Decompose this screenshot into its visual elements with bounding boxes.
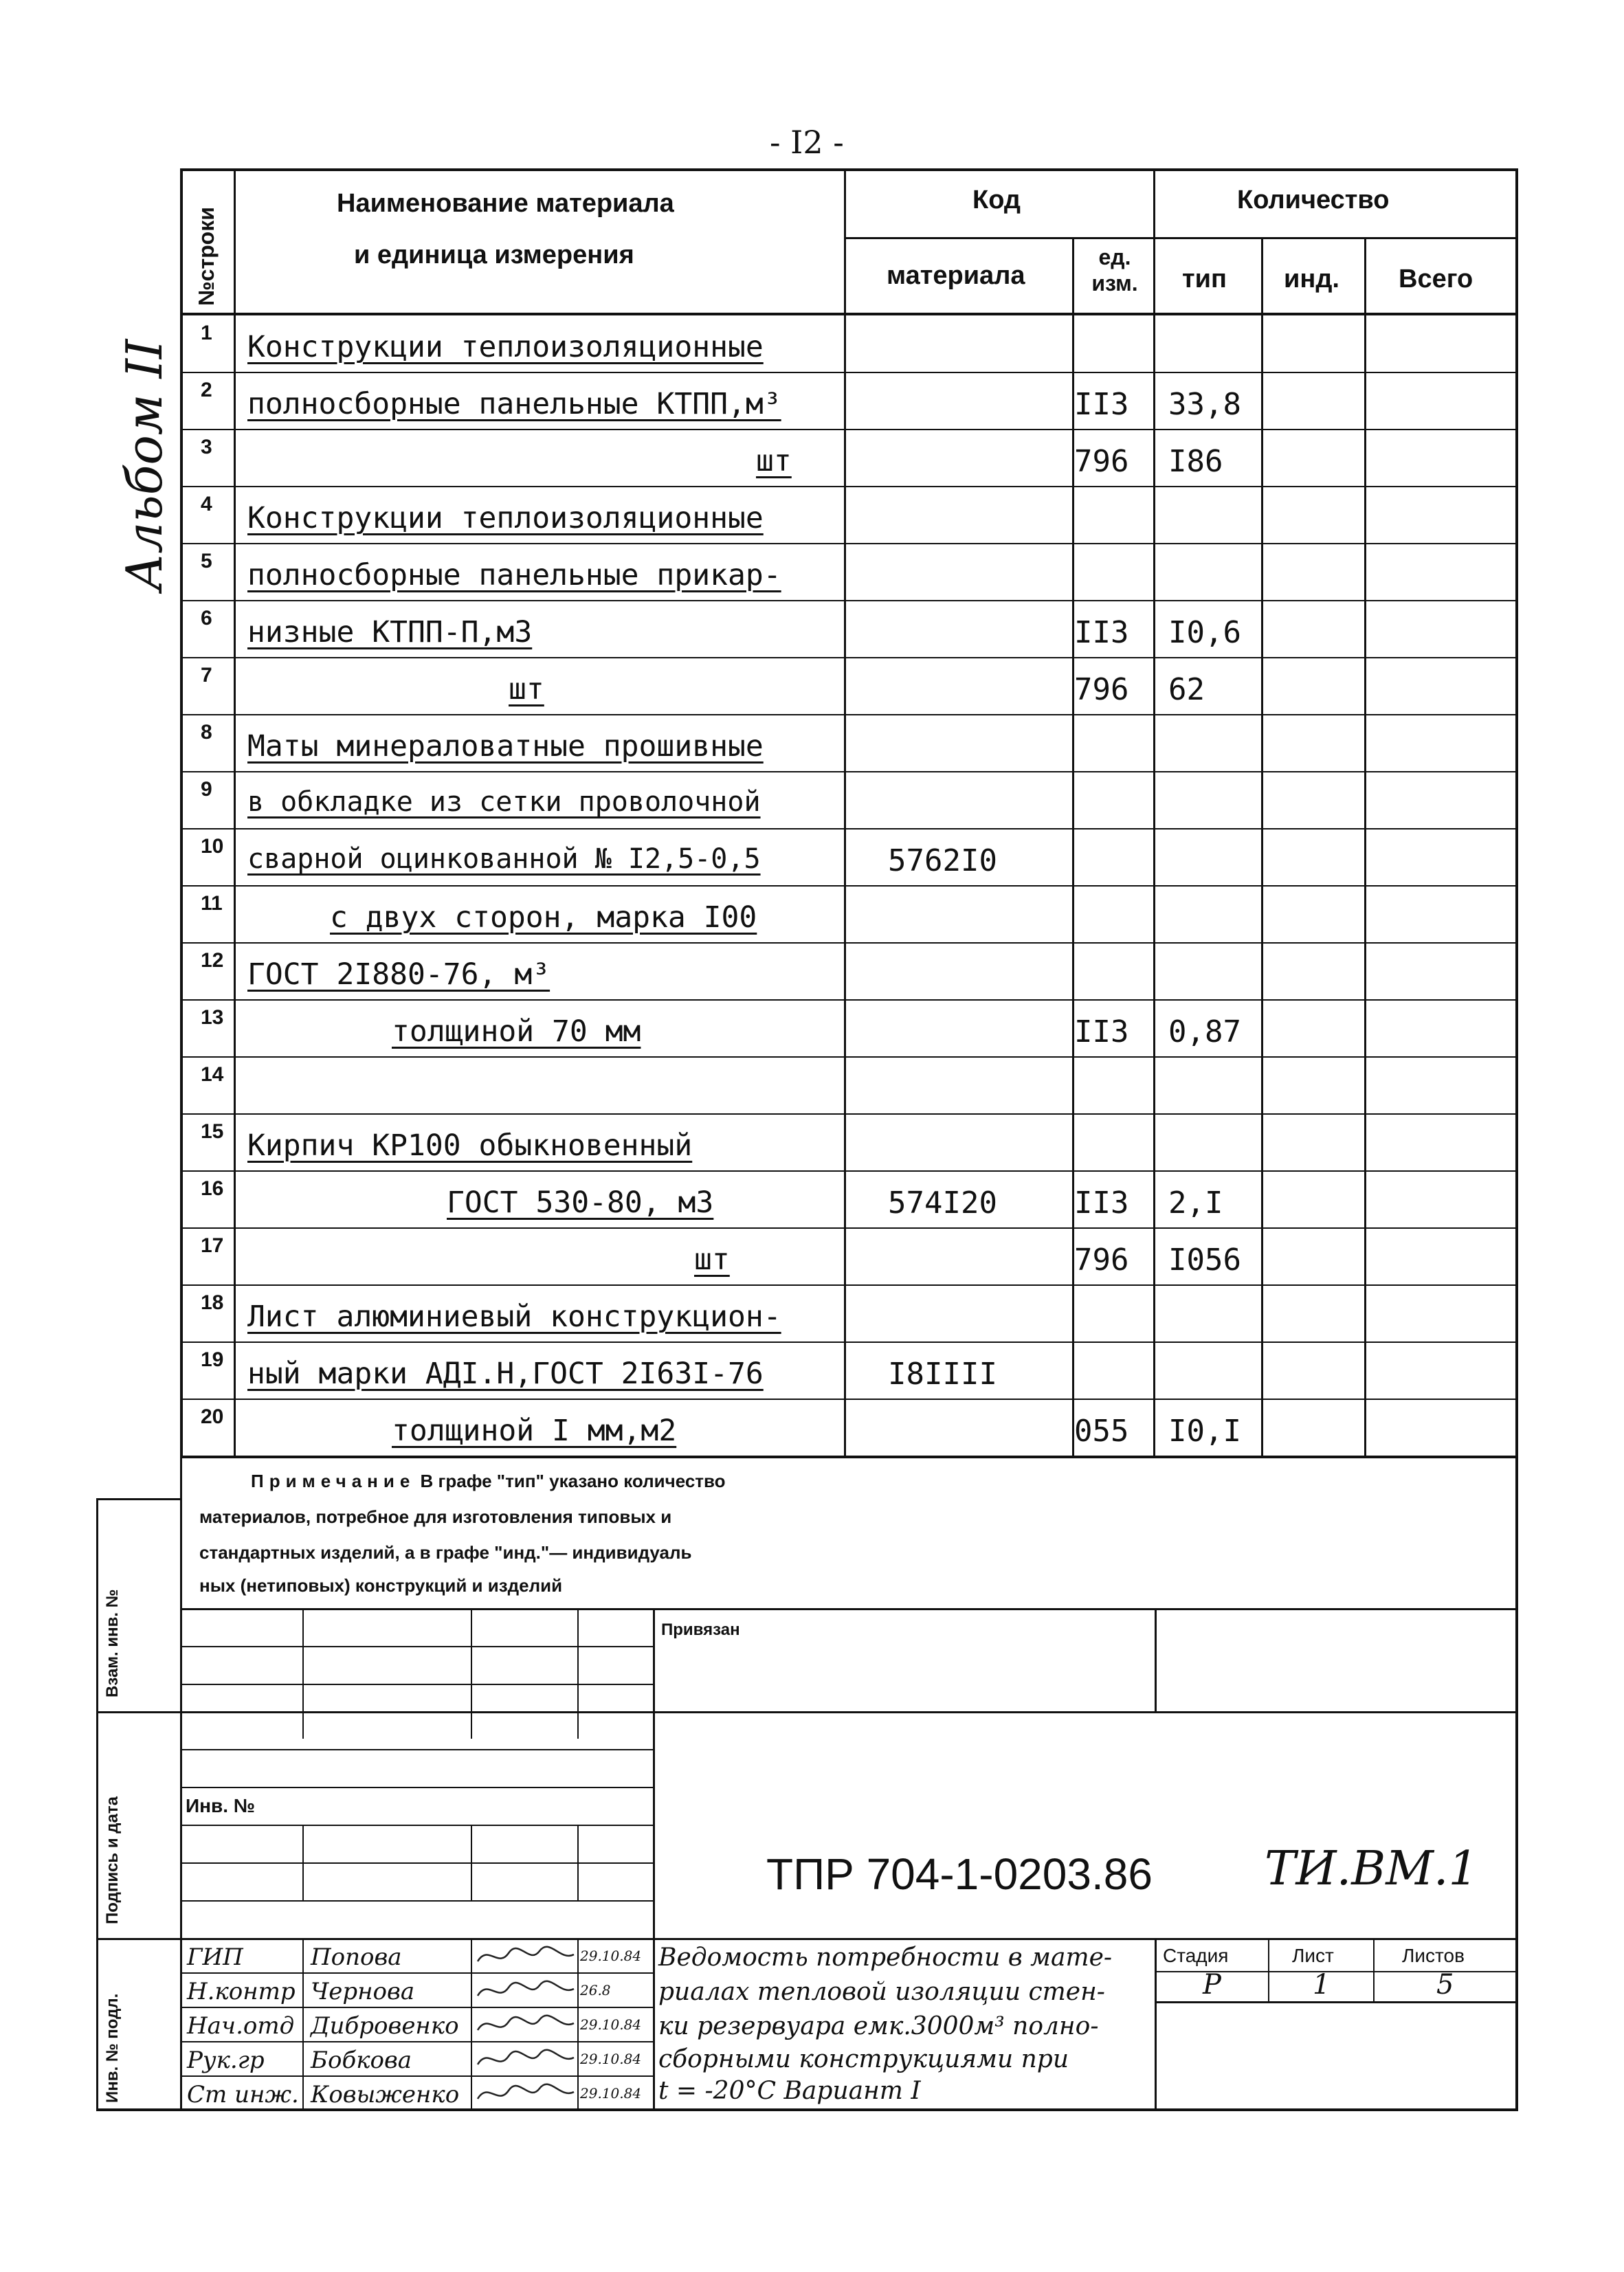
quantity-type: I056 [1168,1243,1241,1278]
signature-mark [474,2078,577,2110]
header-row-no: №строки [194,207,219,306]
header-quantity: Количество [1237,186,1390,214]
header-name-line1: Наименование материала [337,189,674,218]
unit-code: II3 [1074,615,1129,650]
unit-code: II3 [1074,387,1129,422]
signer-date: 29.10.84 [580,2085,642,2102]
material-name: Лист алюминиевый конструкцион- [247,1300,781,1334]
signer-role: Н.контр [187,1978,296,2005]
unit-code: 796 [1074,1243,1129,1278]
header-total: Всего [1399,265,1473,293]
row-number: 8 [201,721,212,744]
material-name: низные КТПП-П,м3 [247,615,533,649]
material-name: Маты минераловатные прошивные [247,729,764,764]
doc-title-line4: сборными конструкциями при [658,2045,1069,2073]
unit-code: II3 [1074,1014,1129,1049]
note-line1: В графе "тип" указано количество [420,1471,726,1491]
material-code: 5762I0 [888,843,997,878]
row-number: 5 [201,550,212,572]
stage-label: Стадия [1163,1945,1229,1966]
side-label-vzam: Взам. инв. № [103,1589,122,1697]
material-name: Конструкции теплоизоляционные [247,501,764,535]
row-number: 9 [201,778,212,801]
row-number: 6 [201,607,212,630]
material-name: шт [509,672,544,706]
side-label-inv-podl: Инв. № подл. [103,1993,122,2103]
row-number: 12 [201,949,224,972]
doc-title-line3: ки резервуара емк.3000м³ полно- [658,2012,1099,2040]
signer-name: Дибровенко [311,2012,459,2040]
signer-name: Бобкова [311,2047,412,2074]
row-number: 4 [201,493,212,515]
row-number: 19 [201,1348,224,1371]
album-label: Альбом II [115,339,173,591]
row-number: 13 [201,1006,224,1029]
signer-role: Рук.гр [187,2047,265,2074]
material-name: сварной оцинкованной № I2,5-0,5 [247,843,761,875]
quantity-type: I0,6 [1168,615,1241,650]
row-number: 18 [201,1291,224,1314]
row-number: 17 [201,1234,224,1257]
quantity-type: I0,I [1168,1414,1241,1449]
row-number: 16 [201,1177,224,1200]
material-name: полносборные панельные прикар- [247,558,781,592]
material-name: с двух сторон, марка I00 [330,900,757,935]
sheets-label: Листов [1402,1945,1465,1966]
signer-name: Чернова [311,1978,415,2005]
material-name: толщиной I мм,м2 [392,1414,677,1448]
doc-title-line1: Ведомость потребности в мате- [658,1944,1113,1972]
unit-code: 796 [1074,672,1129,707]
signer-date: 29.10.84 [580,2016,642,2033]
header-material: материала [887,261,1025,290]
header-unit: ед. изм. [1091,245,1138,296]
header-ind: инд. [1284,265,1339,293]
doc-title-line5: t = -20°С Вариант I [658,2077,921,2105]
row-number: 20 [201,1405,224,1428]
row-number: 2 [201,379,212,401]
sheets-value: 5 [1436,1969,1454,2001]
note [251,1471,726,1492]
quantity-type: 2,I [1168,1185,1223,1221]
quantity-type: 0,87 [1168,1014,1241,1049]
header-code: Код [972,186,1021,214]
row-number: 10 [201,835,224,858]
material-name: ГОСТ 530-80, м3 [447,1185,714,1220]
document-suffix: ТИ.ВМ.1 [1265,1842,1478,1896]
sheet-value: 1 [1313,1969,1331,2001]
note-line3: стандартных изделий, а в графе "инд."— индивидуаль [199,1542,692,1563]
signer-name: Попова [311,1944,402,1971]
unit-code: II3 [1074,1185,1129,1221]
inv-no-label: Инв. № [186,1795,256,1816]
note-lead: Примечание [251,1471,416,1491]
signer-date: 26.8 [580,1982,611,1998]
row-number: 7 [201,664,212,687]
header-name-line2: и единица измерения [354,241,634,269]
material-code: I8IIII [888,1357,997,1392]
material-name: толщиной 70 мм [392,1014,641,1049]
document-code: ТПР 704-1-0203.86 [766,1849,1153,1899]
signer-role: Нач.отд [187,2012,295,2040]
quantity-type: 33,8 [1168,387,1241,422]
signature-mark [474,1975,577,2007]
unit-code: 796 [1074,444,1129,479]
header-type: тип [1182,265,1227,293]
doc-title-line2: риалах тепловой изоляции стен- [658,1978,1105,2006]
signature-mark [474,2044,577,2075]
row-number: 11 [201,892,223,915]
row-number: 14 [201,1063,224,1086]
signer-date: 29.10.84 [580,1948,642,1964]
material-name: ный марки АДI.Н,ГОСТ 2I63I-76 [247,1357,764,1391]
stage-value: Р [1203,1969,1221,2001]
signer-role: ГИП [187,1944,243,1971]
signer-role: Ст инж. [187,2081,299,2108]
material-name: шт [694,1243,730,1277]
signer-name: Ковыженко [311,2081,460,2108]
signature-mark [474,2009,577,2041]
sheet-label: Лист [1292,1945,1334,1966]
note-line2: материалов, потребное для изготовления типовых и [199,1506,672,1527]
material-name: Конструкции теплоизоляционные [247,330,764,364]
row-number: 15 [201,1120,224,1143]
privyazan-label: Привязан [661,1621,740,1639]
quantity-type: 62 [1168,672,1205,707]
material-name: шт [756,444,792,478]
signer-date: 29.10.84 [580,2051,642,2067]
side-label-podpis: Подпись и дата [103,1796,122,1924]
material-name: ГОСТ 2I880-76, м³ [247,957,550,992]
row-number: 3 [201,436,212,458]
material-name: в обкладке из сетки проволочной [247,786,761,818]
material-name: полносборные панельные КТПП,м³ [247,387,781,421]
quantity-type: I86 [1168,444,1223,479]
row-number: 1 [201,322,212,344]
unit-code: 055 [1074,1414,1129,1449]
page-number: - I2 - [770,124,844,161]
signature-mark [474,1941,577,1972]
material-name: Кирпич КР100 обыкновенный [247,1128,693,1163]
material-code: 574I20 [888,1185,997,1221]
note-line4: ных (нетиповых) конструкций и изделий [199,1575,563,1596]
